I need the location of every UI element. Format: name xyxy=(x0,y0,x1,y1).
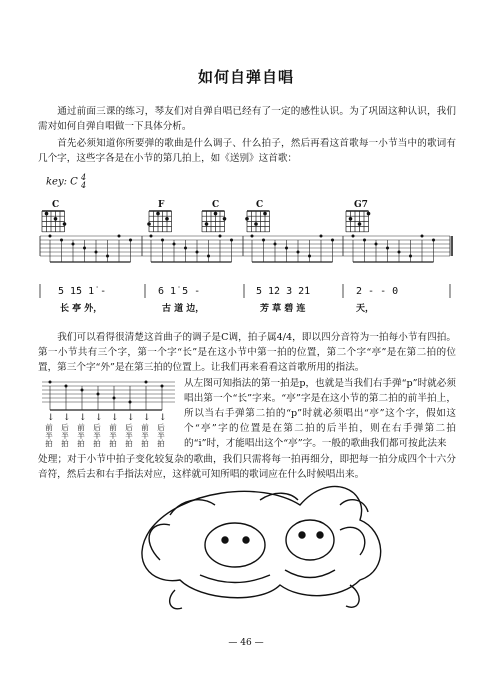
strum-note xyxy=(129,401,132,404)
finger-dot xyxy=(349,217,353,221)
strum-arrow: ↓ xyxy=(159,413,167,423)
finger-dot xyxy=(358,222,362,226)
chord-name-c2: C xyxy=(212,200,220,210)
tab-note xyxy=(421,235,424,238)
finger-dot xyxy=(254,222,258,226)
chord-name-f: F xyxy=(158,200,165,210)
tab-note xyxy=(308,255,311,258)
strum-label: 前 半 拍 xyxy=(141,423,149,448)
finger-dot xyxy=(223,217,227,221)
tab-note xyxy=(409,255,412,258)
finger-dot xyxy=(45,212,49,216)
decorative-illustration xyxy=(142,486,381,608)
strum-arrow: ↓ xyxy=(63,413,71,423)
strum-note xyxy=(145,381,148,384)
finger-dot xyxy=(63,222,67,226)
chord-diagram xyxy=(42,211,66,232)
tab-note xyxy=(95,251,98,254)
tab-note xyxy=(386,247,389,250)
tab-note xyxy=(129,239,132,242)
tab-note xyxy=(196,251,199,254)
method-paragraph: 首先必须知道你所要弹的歌曲是什么调子、什么拍子，然后再看这首歌每一小节当中的歌词有几个字，这些字各是在小节的第几拍上，如《送别》这首歌： xyxy=(38,138,456,164)
lyric-4: 天， xyxy=(356,304,375,314)
tab-note xyxy=(173,243,176,246)
strum-label: 前 半 拍 xyxy=(109,423,117,448)
tab-note xyxy=(285,247,288,250)
finger-dot xyxy=(205,222,209,226)
chord-name-c3: C xyxy=(256,200,264,210)
measure-2: 6 1̇ 5 - xyxy=(158,286,201,297)
tab-note xyxy=(352,235,355,238)
tab-note xyxy=(363,239,366,242)
chord-diagram xyxy=(245,211,269,232)
strum-arrow: ↓ xyxy=(95,413,103,423)
finger-dot xyxy=(165,217,169,221)
page-number: — 46 — xyxy=(228,638,264,648)
illustration-eye xyxy=(243,537,249,543)
measure-4: 2 - - 0 xyxy=(356,286,399,297)
finger-dot xyxy=(367,212,371,216)
tab-note xyxy=(320,235,323,238)
chord-diagram xyxy=(202,211,226,232)
strum-arrow: ↓ xyxy=(47,413,55,423)
strum-arrow: ↓ xyxy=(127,413,135,423)
tab-note xyxy=(207,255,210,258)
strum-note xyxy=(49,381,52,384)
strum-note xyxy=(97,393,100,396)
strum-arrow: ↓ xyxy=(79,413,87,423)
strum-note xyxy=(65,385,68,388)
illustration-face xyxy=(286,520,334,560)
tab-note xyxy=(219,235,222,238)
tab-note xyxy=(274,243,277,246)
illustration-face xyxy=(205,523,265,567)
tab-note xyxy=(60,239,63,242)
chord-diagram xyxy=(147,211,171,232)
tab-note xyxy=(161,239,164,242)
finger-dot xyxy=(263,212,267,216)
tab-note xyxy=(331,239,334,242)
measure-1: 5 1̇5 1̇ - xyxy=(58,286,107,297)
strum-label: 后 半 拍 xyxy=(157,423,165,448)
tab-note xyxy=(398,251,401,254)
tab-note xyxy=(297,251,300,254)
tab-note xyxy=(230,239,233,242)
strum-arrow: ↓ xyxy=(143,413,151,423)
strum-label: 前 半 拍 xyxy=(77,423,85,448)
chord-name-c1: C xyxy=(52,200,60,210)
measure-3: 5 1̇2 3 2̇1 xyxy=(256,286,311,297)
tab-note xyxy=(432,239,435,242)
key-label: key: C xyxy=(46,176,78,188)
chord-name-g7: G7 xyxy=(354,200,368,210)
illustration-eye xyxy=(222,537,228,543)
strum-note xyxy=(113,397,116,400)
strum-labels xyxy=(41,424,169,448)
lyric-3: 芳 草 碧 连 xyxy=(260,304,306,314)
tab-note xyxy=(83,247,86,250)
strum-label: 后 半 拍 xyxy=(93,423,101,448)
illustration-eye xyxy=(317,532,323,538)
strum-label: 后 半 拍 xyxy=(61,423,69,448)
strum-label: 前 半 拍 xyxy=(45,423,53,448)
analysis-paragraph: 我们可以看得很清楚这首曲子的调子是C调，拍子属4/4，即以四分音符为一拍每小节有四拍。第一小节共有三个字，第一个字“长”是在这小节中第一拍的位置，第二个字“亭”是在第二拍的位置，第三个字“外”是在第三拍的位置上。让我们再来看看这首歌所用的指法。 xyxy=(38,332,456,373)
chord-diagram xyxy=(346,211,370,232)
page-title: 如何自弹自唱 xyxy=(197,68,294,86)
lyric-1: 长 亭 外， xyxy=(60,304,103,314)
finger-dot xyxy=(147,222,151,226)
illustration-eye xyxy=(299,532,305,538)
summary-paragraph: 处理；对于小节中拍子变化较复杂的歌曲，我们只需将每一拍再细分，即把每一拍分成四个十六分音符，然后去和右手指法对应，这样就可知所唱的歌词应在什么时候唱出来。 xyxy=(38,454,456,480)
strum-note xyxy=(161,385,164,388)
intro-paragraph: 通过前面三课的练习，琴友们对自弹自唱已经有了一定的感性认识。为了巩固这种认识，我们需对如何自弹自唱做一下具体分析。 xyxy=(38,106,456,132)
tab-note xyxy=(72,243,75,246)
strum-note xyxy=(81,389,84,392)
time-signature-bottom: 4 xyxy=(81,181,87,190)
strum-label: 后 半 拍 xyxy=(125,423,133,448)
tab-note xyxy=(106,255,109,258)
tab-note xyxy=(118,235,121,238)
lyric-2: 古 道 边， xyxy=(162,304,205,314)
tab-note xyxy=(251,235,254,238)
tab-note xyxy=(184,247,187,250)
finger-dot xyxy=(214,212,218,216)
tab-note xyxy=(49,235,52,238)
tab-note xyxy=(262,239,265,242)
finger-dot xyxy=(54,217,58,221)
tab-note xyxy=(375,243,378,246)
strum-arrow: ↓ xyxy=(111,413,119,423)
fingering-paragraph: 从左图可知指法的第一拍是p，也就是当我们右手弹“p”时就必须唱出第一个“长”字来。“亭”字是在这小节的第二拍的前半拍上，所以当右手弹第二拍的“p”时就必须唱出“亭”这个字，假如这个“亭”字的位置是在第二拍的后半拍，则在右手弹第二拍的“i”时，才能唱出这个“亭”字。一般的歌曲我们都可按此法来 xyxy=(184,378,456,449)
tab-note xyxy=(150,235,153,238)
finger-dot xyxy=(156,212,160,216)
finger-dot xyxy=(245,217,249,221)
time-signature-top: 4 xyxy=(81,173,87,182)
